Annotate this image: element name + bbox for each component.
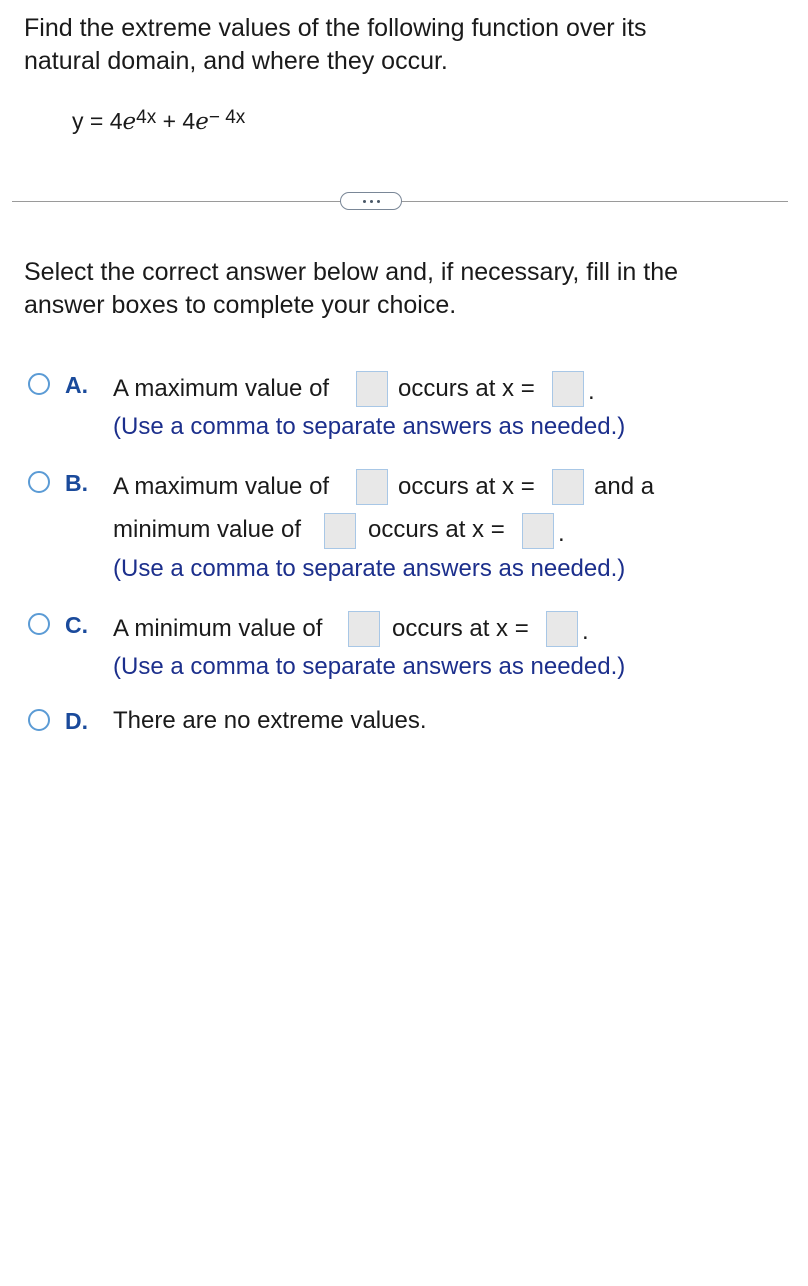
option-letter-c: C. [65,612,88,638]
option-c-hint: (Use a comma to separate answers as needed.) [113,653,626,680]
radio-option-b[interactable] [28,471,50,493]
option-b-text-2: occurs at x = [398,473,535,500]
option-a-period: . [588,378,595,405]
option-a-text-2: occurs at x = [398,375,535,402]
option-a-hint: (Use a comma to separate answers as needed.) [113,413,626,440]
option-b-min-value-input[interactable] [324,513,356,549]
option-c-x-input[interactable] [546,611,578,647]
option-letter-d: D. [65,708,88,734]
equation-base-2: e [195,109,209,135]
radio-option-d[interactable] [28,709,50,731]
radio-option-a[interactable] [28,373,50,395]
equation-exponent-1: 4x [136,107,157,128]
option-b-text-4: minimum value of [113,516,302,543]
option-c-min-value-input[interactable] [348,611,380,647]
equation-base-1: e [122,109,137,135]
ellipsis-dot-icon [377,200,380,203]
option-d-text-1: There are no extreme values. [113,707,427,734]
option-a-x-input[interactable] [552,371,584,407]
equation-lhs: y = 4 [72,108,123,134]
expand-more-button[interactable] [340,192,402,210]
option-b-max-x-input[interactable] [552,469,584,505]
radio-option-c[interactable] [28,613,50,635]
ellipsis-dot-icon [363,200,366,203]
option-b-text-3: and a [594,473,655,500]
ellipsis-dot-icon [370,200,373,203]
option-a-max-value-input[interactable] [356,371,388,407]
question-prompt: Find the extreme values of the following function over its natural domain, and where they occur. [24,14,647,75]
option-b-max-value-input[interactable] [356,469,388,505]
option-b-period: . [558,520,565,547]
option-c-text-1: A minimum value of [113,615,323,642]
option-c-text-2: occurs at x = [392,615,529,642]
option-b-text-5: occurs at x = [368,516,505,543]
option-letter-a: A. [65,372,88,398]
function-equation [72,108,245,135]
option-a-text-1: A maximum value of [113,375,330,402]
option-b-min-x-input[interactable] [522,513,554,549]
option-b-hint: (Use a comma to separate answers as needed.) [113,555,626,582]
option-b-text-1: A maximum value of [113,473,330,500]
equation-exponent-2: − 4x [208,107,246,128]
instructions: Select the correct answer below and, if necessary, fill in the answer boxes to complete your choice. [24,258,679,319]
option-letter-b: B. [65,470,88,496]
option-c-period: . [582,618,589,645]
equation-mid: + 4 [156,108,196,134]
